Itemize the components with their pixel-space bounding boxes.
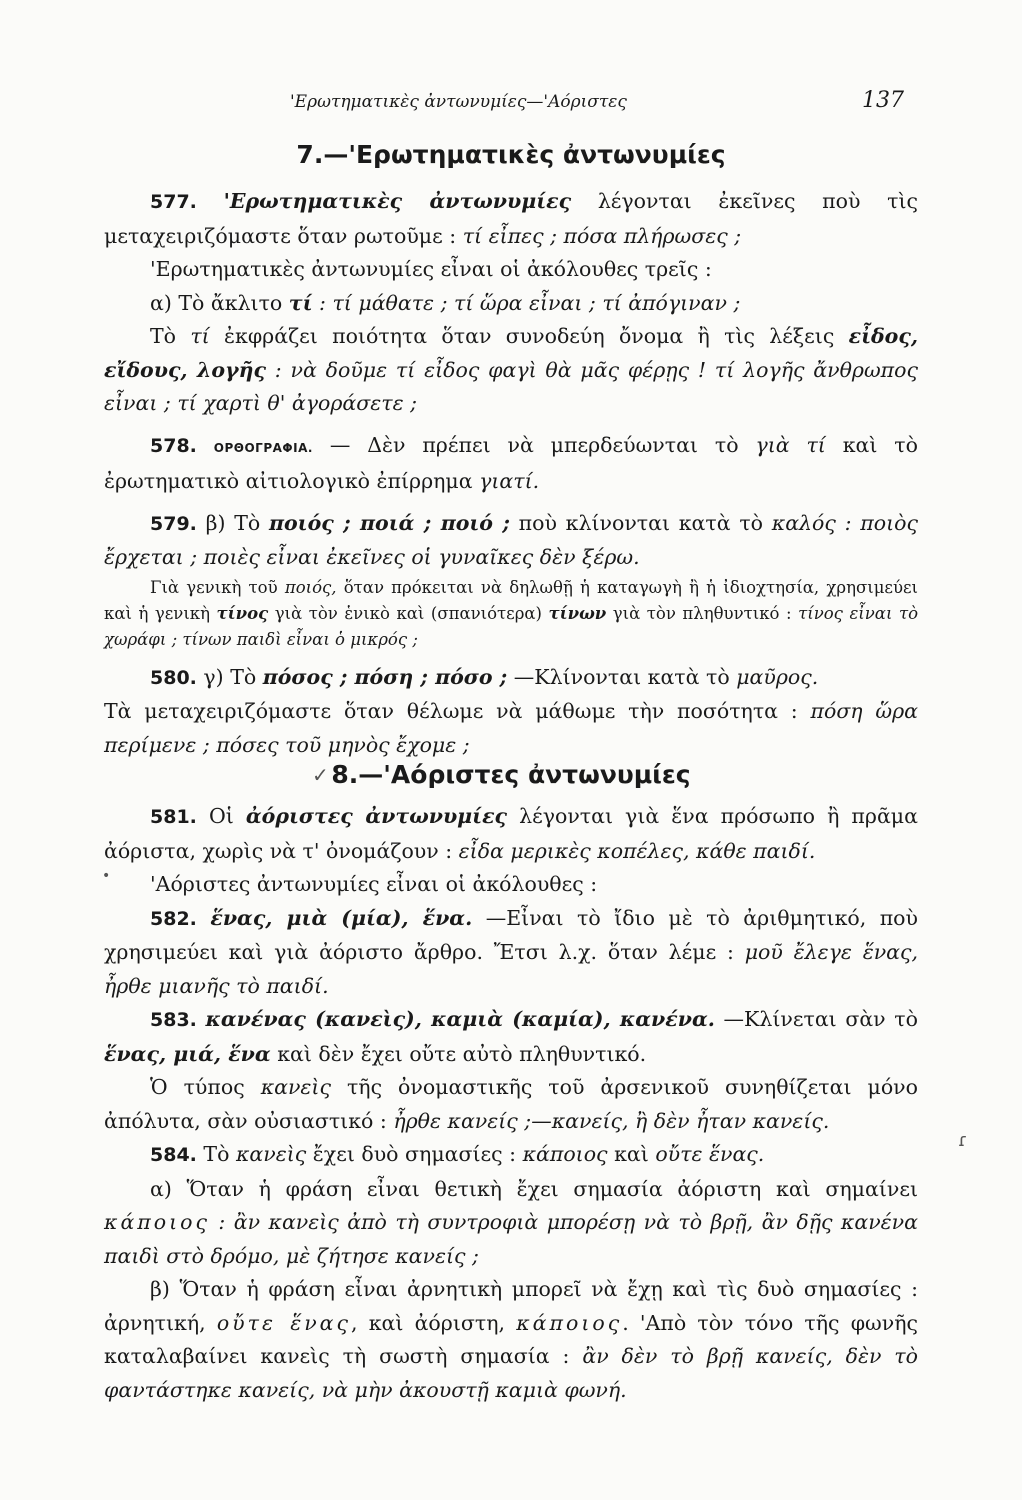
examples: : τί μάθατε ; τί ὥρα εἶναι ; τί ἀπόγιναν ; — [319, 290, 741, 315]
text: ἔχει δυὸ σημασίες : — [312, 1142, 517, 1166]
word: ποιός, — [284, 577, 337, 597]
paragraph-number: 581. — [150, 806, 197, 828]
text: β) Ὅταν ἡ φράση εἶναι ἀρνητικὴ μπορεῖ νὰ ἔχῃ καὶ τὶς δυὸ σημασίες : ἀρνητική, — [104, 1277, 918, 1335]
margin-dot-mark: • — [102, 868, 111, 884]
paragraph-581 — [104, 800, 918, 868]
margin-pencil-mark: ɾ — [958, 1130, 968, 1151]
text: Τὸ — [150, 324, 177, 348]
section-7-heading: 7.—'Ερωτηματικὲς ἀντωνυμίες — [296, 140, 726, 169]
words: εἶδος, εἴδους, λογῆς — [104, 324, 918, 382]
text: ὅταν πρόκειται νὰ δηλωθῇ ἡ καταγωγὴ ἢ ἡ ἰδιοχτησία, χρησιμεύει καὶ ἡ γενικὴ — [104, 577, 919, 623]
text: καὶ δὲν ἔχει οὔτε αὐτὸ πληθυντικό. — [277, 1041, 647, 1066]
check-mark-icon: ✓ — [312, 763, 329, 787]
paragraph-579 — [104, 507, 918, 575]
word: οὔτε ἕνας. — [655, 1142, 765, 1166]
spaced-word: κάποιος — [516, 1310, 623, 1335]
words: κανένας (κανεὶς), καμιὰ (καμία), κανένα. — [205, 1007, 715, 1031]
text: ποὺ κλίνονται κατὰ τὸ — [518, 510, 764, 535]
paragraph-580-cont — [104, 695, 918, 762]
page-number: 137 — [862, 88, 904, 113]
word: τί — [288, 290, 313, 315]
paragraph-577 — [104, 185, 918, 253]
paragraph-number: 580. — [150, 666, 197, 689]
paragraph-578 — [104, 429, 918, 499]
spaced-word: οὔτε ἕνας — [216, 1310, 351, 1335]
text: —Κλίνονται κατὰ τὸ — [513, 664, 730, 689]
paragraph-ti-expl — [104, 320, 918, 421]
text: γιὰ τὸν ἑνικὸ καὶ (σπανιότερα) — [274, 603, 542, 623]
paragraph-number: 577. — [150, 191, 197, 213]
examples: ἂν δὲν τὸ βρῇ κανείς, δὲν τὸ φαντάστηκε κανείς, νὰ μὴν ἀκουστῇ καμιὰ φωνή. — [104, 1344, 918, 1402]
words: ἕνας, μιὰ (μία), ἕνα. — [210, 905, 473, 930]
paragraph-number: 579. — [150, 512, 197, 535]
text: Γιὰ γενικὴ τοῦ — [150, 577, 278, 597]
word: τίνων — [548, 603, 607, 623]
paragraph-582 — [104, 902, 918, 1004]
text: , καὶ ἀόριστη, — [350, 1310, 506, 1335]
paragraph-intro: 'Αόριστες ἀντωνυμίες εἶναι οἱ ἀκόλουθες : — [150, 872, 598, 896]
text: γ) Τὸ — [203, 664, 257, 689]
text: —Κλίνεται σὰν τὸ — [723, 1007, 918, 1031]
word: τίνος — [216, 603, 269, 623]
paragraph-number: 582. — [150, 907, 197, 930]
word: κανεὶς — [260, 1075, 331, 1099]
paragraph-typos — [104, 1071, 918, 1138]
text: Τὸ — [203, 1142, 230, 1166]
word: γιατί. — [479, 469, 540, 493]
text: λέγονται γιὰ ἕνα πρόσωπο ἢ πρᾶμα ἀόριστα, χωρὶς νὰ τ' ὀνομάζουν : — [104, 804, 918, 863]
label: α) Τὸ ἄκλιτο — [150, 290, 283, 315]
text: λέγονται ἐκεῖνες ποὺ τὶς μεταχειριζόμαστε ὅταν ρωτοῦμε : — [104, 189, 918, 248]
model-word: μαῦρος. — [736, 664, 819, 689]
paragraph-number: 578. — [150, 434, 197, 457]
section-7-body — [104, 185, 918, 762]
paragraph-583 — [104, 1003, 918, 1071]
paragraph-number: 583. — [150, 1009, 197, 1031]
text: . 'Απὸ τὸν τόνο τῆς φωνῆς καταλαβαίνει κανεὶς τὴ σωστὴ σημασία : — [104, 1310, 918, 1368]
examples: εἶδα μερικὲς κοπέλες, κάθε παιδί. — [458, 838, 816, 863]
term: 'Ερωτηματικὲς ἀντωνυμίες — [223, 189, 572, 213]
running-title: 'Ερωτηματικὲς ἀντωνυμίες—'Αόριστες — [290, 92, 627, 112]
paragraph-alpha — [104, 287, 918, 321]
examples: ἦρθε κανείς ;—κανείς, ἢ δὲν ἦταν κανείς. — [393, 1108, 830, 1133]
section-8-heading: 8.—'Αόριστες ἀντωνυμίες — [331, 760, 691, 789]
paragraph-584-alpha — [104, 1173, 918, 1274]
words: ἕνας, μιά, ἕνα — [104, 1041, 271, 1066]
examples: : ποιὸς ἔρχεται ; ποιὲς εἶναι ἐκεῖνες οἱ γυναῖκες δὲν ξέρω. — [104, 510, 918, 569]
text: —Εἶναι τὸ ἴδιο μὲ τὸ ἀριθμητικό, ποὺ χρησιμεύει καὶ γιὰ ἀόριστο ἄρθρο. Ἔτσι λ.χ. ὅταν λέμε : — [104, 905, 918, 964]
word: γιὰ τί — [755, 432, 826, 457]
text: β) Τὸ — [205, 510, 261, 535]
running-head — [290, 88, 904, 113]
text: Ὁ τύπος — [150, 1075, 245, 1099]
paragraph-584-beta — [104, 1273, 918, 1407]
words: ποιός ; ποιά ; ποιό ; — [269, 510, 510, 535]
text: γιὰ τὸν πληθυντικό : — [612, 603, 792, 623]
word: κανεὶς — [235, 1142, 307, 1166]
text: Οἱ — [208, 804, 234, 828]
text: ἐκφράζει ποιότητα ὅταν συνοδεύη ὄνομα ἢ τὶς λέξεις — [224, 324, 835, 348]
spaced-word: κάποιος — [104, 1210, 210, 1234]
paragraph-584 — [104, 1138, 918, 1173]
section-8-body — [104, 800, 918, 1407]
word: τί — [190, 324, 210, 348]
text: — Δὲν πρέπει νὰ μπερδεύωνται τὸ — [329, 432, 739, 457]
text: καὶ — [614, 1142, 649, 1166]
model-word: καλός — [771, 510, 836, 535]
word: κάποιος — [522, 1142, 608, 1166]
examples: : ἂν κανεὶς ἀπὸ τὴ συντροφιὰ μπορέσῃ νὰ τὸ βρῇ, ἂν δῇς κανένα παιδὶ στὸ δρόμο, μὲ ζήτησε κανείς ; — [104, 1210, 918, 1268]
text: Τὰ μεταχειριζόμαστε ὅταν θέλωμε νὰ μάθωμε τὴν ποσότητα : — [104, 699, 798, 723]
text: καὶ τὸ ἐρωτηματικὸ αἰτιολογικὸ ἐπίρρημα — [104, 432, 918, 493]
text: τῆς ὀνομαστικῆς τοῦ ἀρσενικοῦ συνηθίζεται μόνο ἀπόλυτα, σὰν οὐσιαστικό : — [104, 1075, 918, 1133]
examples: : νὰ δοῦμε τί εἶδος φαγὶ θὰ μᾶς φέρῃς ! τί λογῆς ἄνθρωπος εἶναι ; τί χαρτὶ θ' ἀγοράσετε ; — [104, 357, 918, 415]
examples: μοῦ ἔλεγε ἕνας, ἦρθε μιανῆς τὸ παιδί. — [104, 940, 918, 998]
note-genitive — [104, 575, 918, 653]
term: ἀόριστες ἀντωνυμίες — [245, 804, 508, 828]
paragraph-number: 584. — [150, 1144, 197, 1166]
paragraph-intro: 'Ερωτηματικὲς ἀντωνυμίες εἶναι οἱ ἀκόλουθες τρεῖς : — [150, 257, 712, 281]
orthography-label: ΟΡΘΟΓΡΑΦΙΑ. — [213, 440, 313, 455]
words: πόσος ; πόση ; πόσο ; — [262, 664, 508, 689]
paragraph-580 — [104, 661, 918, 696]
text: α) Ὅταν ἡ φράση εἶναι θετικὴ ἔχει σημασία ἀόριστη καὶ σημαίνει — [150, 1176, 918, 1201]
examples: πόση ὥρα περίμενε ; πόσες τοῦ μηνὸς ἔχομε ; — [104, 699, 918, 757]
examples: τί εἶπες ; πόσα πλήρωσες ; — [462, 223, 742, 248]
examples: τίνος εἶναι τὸ χωράφι ; τίνων παιδὶ εἶναι ὁ μικρός ; — [104, 603, 919, 649]
